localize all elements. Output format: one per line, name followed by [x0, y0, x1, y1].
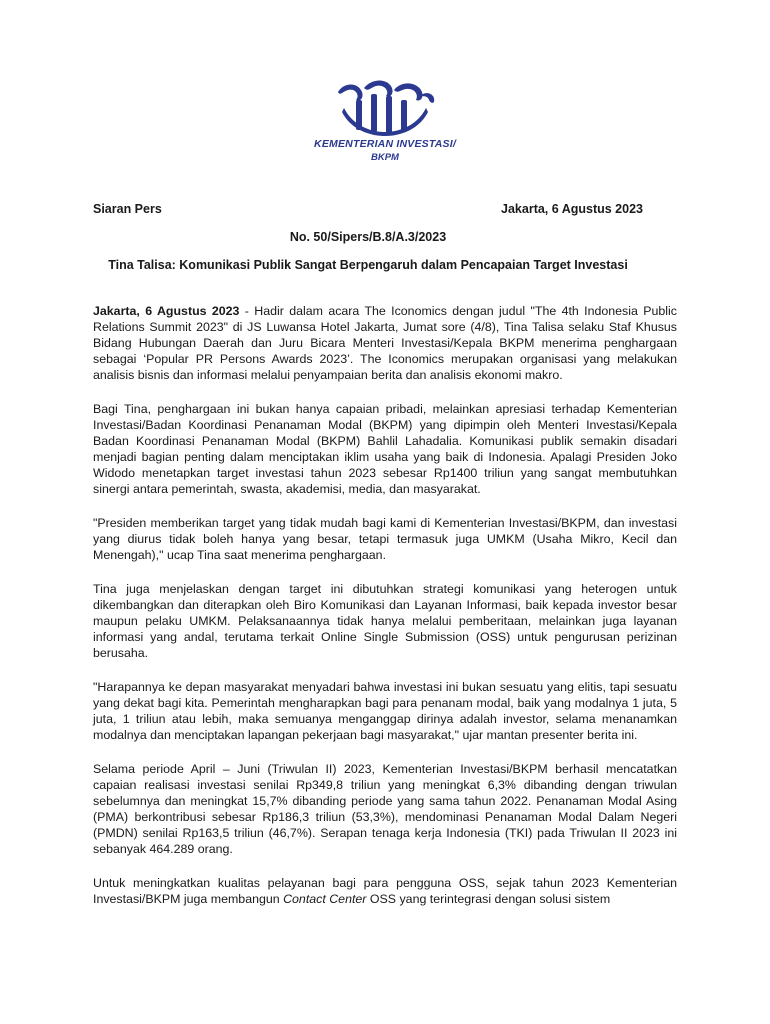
- org-logo: [300, 78, 470, 170]
- paragraph-7-part-a: Untuk meningkatkan kualitas pelayanan bagi para pengguna OSS, sejak tahun 2023 Kementerian Investasi/BKPM juga membangun: [93, 876, 677, 906]
- place-date: Jakarta, 6 Agustus 2023: [501, 202, 643, 216]
- paragraph-1-text: - Hadir dalam acara The Iconomics dengan judul "The 4th Indonesia Public Relations Summit 2023" di JS Luwansa Hotel Jakarta, Jumat sore (4/8), Tina Talisa selaku Staf Khusus Bidang Hubungan Daerah dan Juru Bicara Menteri Investasi/Kepala BKPM menerima penghargaan sebagai ‘Popular PR Persons Awards 2023’. The Iconomics merupakan organisasi yang melakukan analisis bisnis dan informasi melalui penyampaian berita dan analisis ekonomi makro.: [93, 304, 677, 382]
- org-name-line1: KEMENTERIAN INVESTASI/: [314, 138, 456, 150]
- paragraph-1: [93, 303, 677, 383]
- org-name-line2: BKPM: [371, 152, 399, 163]
- paragraph-6: Selama periode April – Juni (Triwulan II) 2023, Kementerian Investasi/BKPM berhasil mencatatkan capaian realisasi investasi senilai Rp349,8 triliun yang meningkat 6,3% dibanding dengan triwulan sebelumnya dan meningkat 15,7% dibanding periode yang sama tahun 2022. Penanaman Modal Asing (PMA) berkontribusi sebesar Rp186,3 triliun (53,3%), mendominasi Penanaman Modal Dalam Negeri (PMDN) senilai Rp163,5 triliun (46,7%). Serapan tenaga kerja Indonesia (TKI) pada Triwulan II 2023 ini sebanyak 464.289 orang.: [93, 762, 677, 856]
- article-body: [93, 303, 677, 925]
- paragraph-7: [93, 875, 677, 907]
- paragraph-7-italic: Contact Center: [283, 892, 367, 906]
- paragraph-5: "Harapannya ke depan masyarakat menyadari bahwa investasi ini bukan sesuatu yang elitis, tapi sesuatu yang dekat bagi kita. Pemerintah mengharapkan bagi para penanam modal, baik yang modalnya 1 juta, 5 juta, 1 triliun atau lebih, maka semuanya menganggap dirinya adalah investor, selama menanamkan modalnya dan menciptakan lapangan pekerjaan bagi masyarakat," ujar mantan presenter berita ini.: [93, 680, 677, 742]
- doc-type: Siaran Pers: [93, 202, 162, 216]
- document-number: No. 50/Sipers/B.8/A.3/2023: [289, 230, 447, 244]
- paragraph-7-part-b: OSS yang terintegrasi dengan solusi sistem: [366, 892, 611, 906]
- paragraph-2: Bagi Tina, penghargaan ini bukan hanya capaian pribadi, melainkan apresiasi terhadap Kementerian Investasi/Badan Koordinasi Penanaman Modal (BKPM) yang dipimpin oleh Menteri Investasi/Kepala Badan Koordinasi Penanaman Modal (BKPM) Bahlil Lahadalia. Komunikasi publik semakin disadari menjadi bagian penting dalam menciptakan iklim usaha yang baik di Indonesia. Apalagi Presiden Joko Widodo menetapkan target investasi tahun 2023 sebesar Rp1400 triliun yang sangat membutuhkan sinergi antara pemerintah, swasta, akademisi, media, dan masyarakat.: [93, 402, 677, 496]
- dateline: Jakarta, 6 Agustus 2023: [93, 304, 240, 318]
- kementerian-investasi-logo-icon: [330, 78, 440, 140]
- paragraph-3: "Presiden memberikan target yang tidak mudah bagi kami di Kementerian Investasi/BKPM, dan investasi yang diurus tidak boleh hanya yang besar, tetapi termasuk juga UMKM (Usaha Mikro, Kecil dan Menengah)," ucap Tina saat menerima penghargaan.: [93, 516, 677, 562]
- paragraph-4: Tina juga menjelaskan dengan target ini dibutuhkan strategi komunikasi yang heterogen untuk dikembangkan dan diterapkan oleh Biro Komunikasi dan Layanan Informasi, baik kepada investor besar maupun pelaku UMKM. Pelaksanaannya tidak hanya melalui pemberitaan, melainkan juga layanan informasi yang andal, terutama terkait Online Single Submission (OSS) untuk pengurusan perizinan berusaha.: [93, 582, 677, 660]
- headline: Tina Talisa: Komunikasi Publik Sangat Berpengaruh dalam Pencapaian Target Investasi: [108, 258, 628, 272]
